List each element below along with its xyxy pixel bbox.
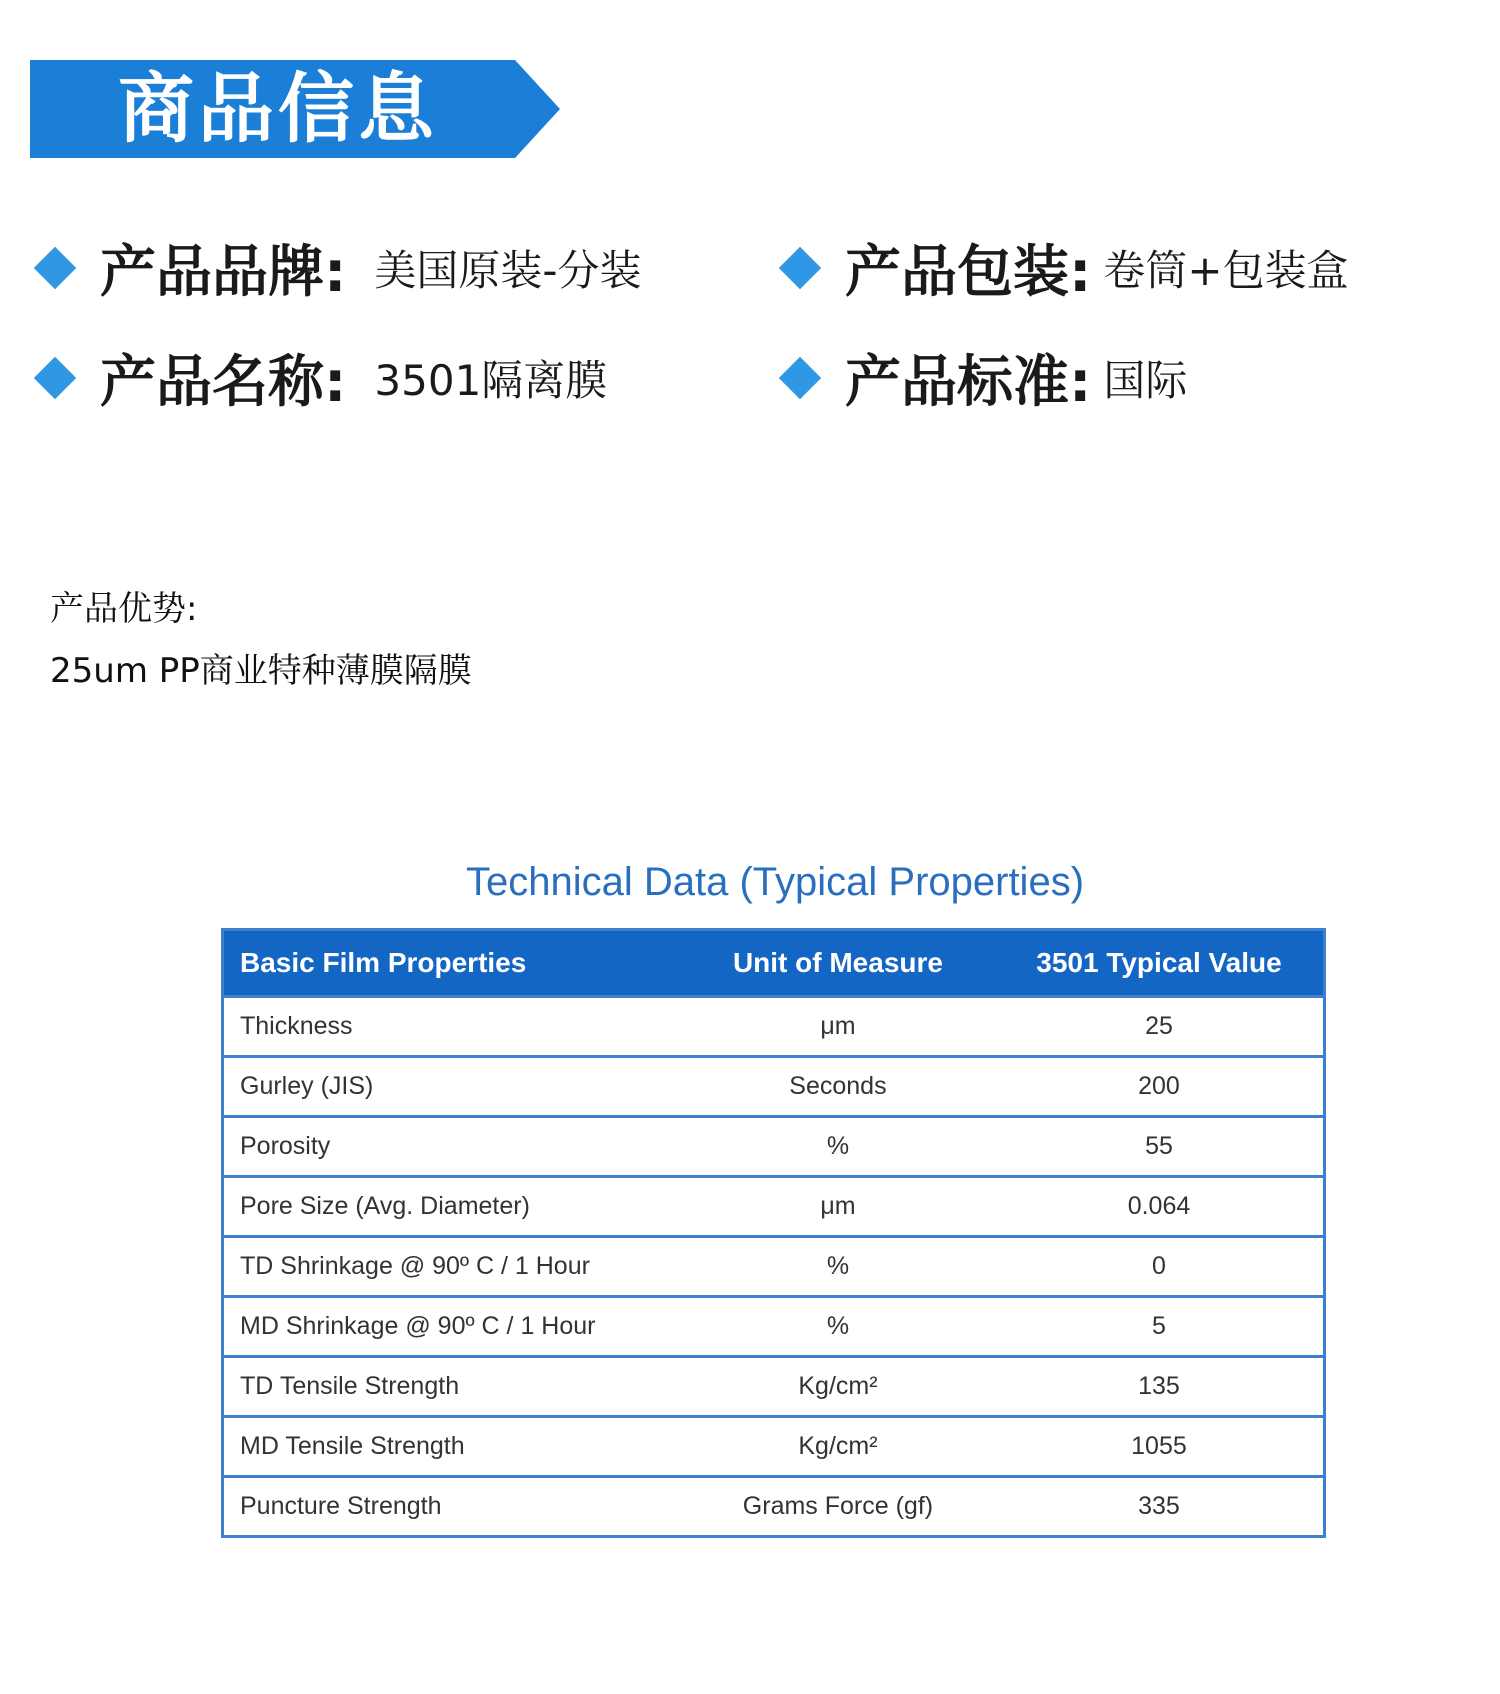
- table-row: [223, 1357, 1325, 1417]
- value-cell: 1055: [995, 1417, 1325, 1477]
- info-packaging: [775, 228, 1349, 308]
- info-brand: [30, 228, 642, 308]
- diamond-bullet-icon: [34, 357, 76, 399]
- property-cell: MD Shrinkage @ 90º C / 1 Hour: [223, 1297, 681, 1357]
- property-cell: Gurley (JIS): [223, 1057, 681, 1117]
- unit-cell: Seconds: [681, 1057, 995, 1117]
- banner-title: 商品信息: [118, 64, 438, 153]
- value-cell: 25: [995, 997, 1325, 1057]
- section-banner: [30, 60, 560, 158]
- diamond-bullet-icon: [779, 357, 821, 399]
- table-row: [223, 997, 1325, 1057]
- column-header: 3501 Typical Value: [995, 930, 1325, 997]
- property-cell: Puncture Strength: [223, 1477, 681, 1537]
- value-cell: 200: [995, 1057, 1325, 1117]
- advantages-block: [50, 578, 472, 702]
- unit-cell: μm: [681, 1177, 995, 1237]
- unit-cell: %: [681, 1297, 995, 1357]
- column-header: Basic Film Properties: [223, 930, 681, 997]
- brand-label: 产品品牌:: [100, 240, 347, 305]
- packaging-value: 卷筒+包装盒: [1103, 246, 1349, 295]
- diamond-bullet-icon: [34, 247, 76, 289]
- table-row: [223, 1297, 1325, 1357]
- property-cell: Pore Size (Avg. Diameter): [223, 1177, 681, 1237]
- unit-cell: μm: [681, 997, 995, 1057]
- advantages-label: 产品优势:: [50, 589, 198, 629]
- table-row: [223, 1237, 1325, 1297]
- advantages-text: 25um PP商业特种薄膜隔膜: [50, 651, 472, 691]
- technical-data-table: [221, 928, 1326, 1538]
- value-cell: 135: [995, 1357, 1325, 1417]
- property-cell: MD Tensile Strength: [223, 1417, 681, 1477]
- table-header-row: [223, 930, 1325, 997]
- technical-data-title: Technical Data (Typical Properties): [465, 860, 1085, 904]
- info-name: [30, 338, 607, 418]
- column-header: Unit of Measure: [681, 930, 995, 997]
- property-cell: TD Shrinkage @ 90º C / 1 Hour: [223, 1237, 681, 1297]
- brand-value: 美国原装-分装: [374, 246, 642, 295]
- table-row: [223, 1417, 1325, 1477]
- table-row: [223, 1477, 1325, 1537]
- info-standard: [775, 338, 1187, 418]
- property-cell: Thickness: [223, 997, 681, 1057]
- property-cell: TD Tensile Strength: [223, 1357, 681, 1417]
- unit-cell: Grams Force (gf): [681, 1477, 995, 1537]
- value-cell: 55: [995, 1117, 1325, 1177]
- table-row: [223, 1117, 1325, 1177]
- value-cell: 5: [995, 1297, 1325, 1357]
- diamond-bullet-icon: [779, 247, 821, 289]
- packaging-label: 产品包装:: [845, 240, 1092, 305]
- name-label: 产品名称:: [100, 350, 347, 415]
- unit-cell: Kg/cm²: [681, 1357, 995, 1417]
- unit-cell: %: [681, 1237, 995, 1297]
- value-cell: 0.064: [995, 1177, 1325, 1237]
- name-value: 3501隔离膜: [374, 356, 608, 405]
- table-row: [223, 1177, 1325, 1237]
- unit-cell: Kg/cm²: [681, 1417, 995, 1477]
- property-cell: Porosity: [223, 1117, 681, 1177]
- table-row: [223, 1057, 1325, 1117]
- value-cell: 335: [995, 1477, 1325, 1537]
- value-cell: 0: [995, 1237, 1325, 1297]
- standard-value: 国际: [1103, 356, 1188, 405]
- standard-label: 产品标准:: [845, 350, 1092, 415]
- unit-cell: %: [681, 1117, 995, 1177]
